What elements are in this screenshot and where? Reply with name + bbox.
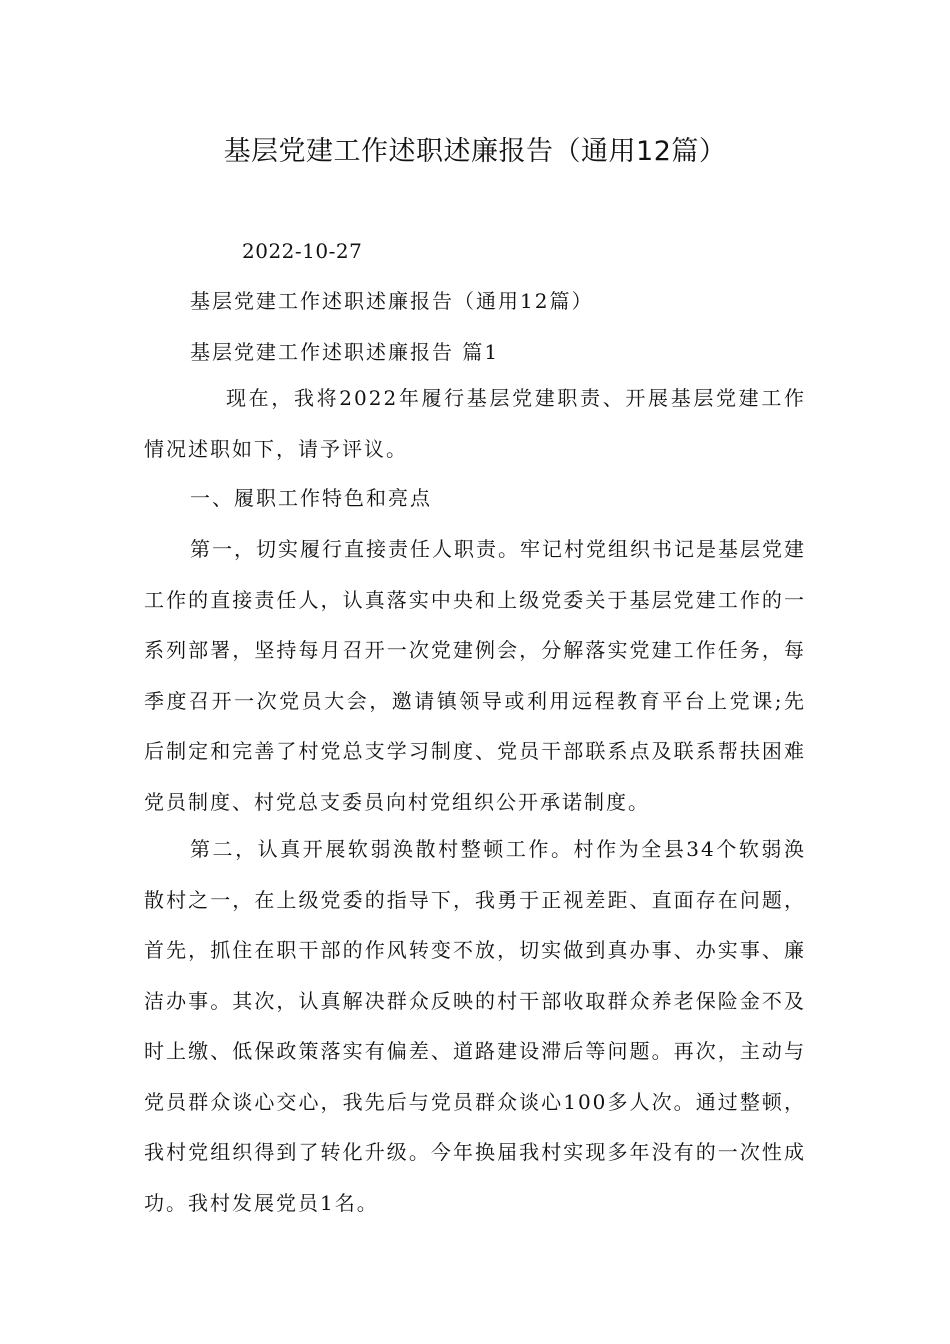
- document-date: 2022-10-27: [242, 239, 363, 263]
- paragraph-first: 第一，切实履行直接责任人职责。牢记村党组织书记是基层党建工作的直接责任人，认真落实中央和上级党委关于基层党建工作的一系列部署，坚持每月召开一次党建例会，分解落实党建工作任务，每季度召开一次党员大会，邀请镇领导或利用远程教育平台上党课;先后制定和完善了村党总支学习制度、党员干部联系点及联系帮扶困难党员制度、村党总支委员向村党组织公开承诺制度。: [144, 537, 806, 814]
- section-title: 基层党建工作述职述廉报告 篇1: [190, 340, 500, 364]
- paragraph-second: 第二，认真开展软弱涣散村整顿工作。村作为全县34个软弱涣散村之一，在上级党委的指导下，我勇于正视差距、直面存在问题，首先，抓住在职干部的作风转变不放，切实做到真办事、办实事、廉洁办事。其次，认真解决群众反映的村干部收取群众养老保险金不及时上缴、低保政策落实有偏差、道路建设滞后等问题。再次，主动与党员群众谈心交心，我先后与党员群众谈心100多人次。通过整顿，我村党组织得到了转化升级。今年换届我村实现多年没有的一次性成功。我村发展党员1名。: [144, 837, 806, 1215]
- document-title: 基层党建工作述职述廉报告（通用12篇）: [223, 136, 727, 167]
- paragraph-intro: 现在，我将2022年履行基层党建职责、开展基层党建工作情况述职如下，请予评议。: [144, 386, 806, 461]
- heading-one: 一、履职工作特色和亮点: [190, 486, 432, 510]
- document-subtitle: 基层党建工作述职述廉报告（通用12篇）: [190, 289, 594, 313]
